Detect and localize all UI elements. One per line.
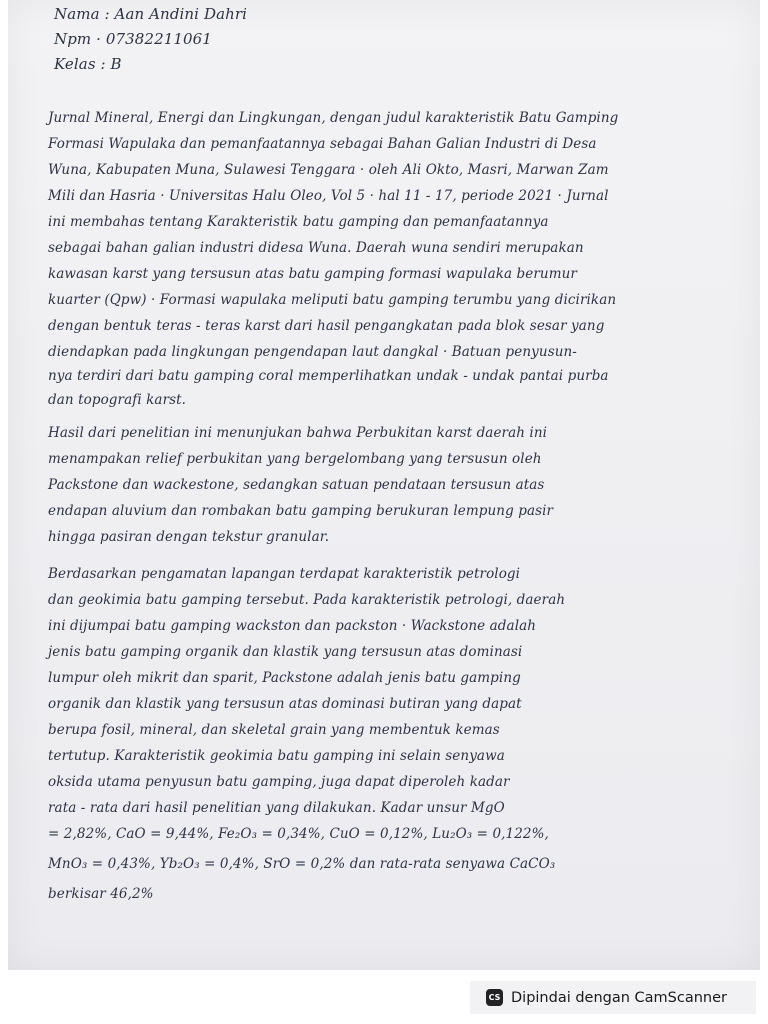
- paragraph-line: Hasil dari penelitian ini menunjukan bahwa Perbukitan karst daerah ini: [48, 425, 548, 441]
- paragraph-line: berupa fosil, mineral, dan skeletal grain yang membentuk kemas: [48, 722, 500, 738]
- paragraph-line: endapan aluvium dan rombakan batu gamping berukuran lempung pasir: [48, 503, 554, 519]
- paragraph-line: Packstone dan wackestone, sedangkan satuan pendataan tersusun atas: [48, 477, 545, 493]
- paragraph-line: Formasi Wapulaka dan pemanfaatannya sebagai Bahan Galian Industri di Desa: [48, 136, 597, 152]
- scanned-paper: [8, 0, 760, 970]
- paragraph-line: sebagai bahan galian industri didesa Wuna. Daerah wuna sendiri merupakan: [48, 240, 584, 256]
- paragraph-line: ini membahas tentang Karakteristik batu gamping dan pemanfaatannya: [48, 214, 549, 230]
- camscanner-watermark: [470, 981, 756, 1014]
- paragraph-line: diendapkan pada lingkungan pengendapan laut dangkal · Batuan penyusun-: [48, 344, 577, 360]
- paragraph-line: berkisar 46,2%: [48, 886, 154, 902]
- paragraph-line: Wuna, Kabupaten Muna, Sulawesi Tenggara · oleh Ali Okto, Masri, Marwan Zam: [48, 162, 609, 178]
- paragraph-line: menampakan relief perbukitan yang bergelombang yang tersusun oleh: [48, 451, 542, 467]
- camscanner-label: Dipindai dengan CamScanner: [511, 989, 728, 1006]
- paragraph-line: organik dan klastik yang tersusun atas dominasi butiran yang dapat: [48, 696, 522, 712]
- header-kelas: Kelas : B: [54, 55, 122, 73]
- paragraph-line: = 2,82%, CaO = 9,44%, Fe₂O₃ = 0,34%, CuO = 0,12%, Lu₂O₃ = 0,122%,: [48, 826, 549, 842]
- header-npm: Npm · 07382211061: [54, 30, 212, 48]
- paragraph-line: tertutup. Karakteristik geokimia batu gamping ini selain senyawa: [48, 748, 505, 764]
- paragraph-line: jenis batu gamping organik dan klastik yang tersusun atas dominasi: [48, 644, 523, 660]
- header-nama: Nama : Aan Andini Dahri: [54, 5, 248, 23]
- paragraph-line: hingga pasiran dengan tekstur granular.: [48, 529, 330, 545]
- paragraph-line: oksida utama penyusun batu gamping, juga dapat diperoleh kadar: [48, 774, 510, 790]
- camscanner-logo-icon: CS: [486, 989, 503, 1006]
- paragraph-line: dan topografi karst.: [48, 392, 187, 408]
- paragraph-line: dengan bentuk teras - teras karst dari hasil pengangkatan pada blok sesar yang: [48, 318, 605, 334]
- paragraph-line: nya terdiri dari batu gamping coral memperlihatkan undak - undak pantai purba: [48, 368, 609, 384]
- paragraph-line: lumpur oleh mikrit dan sparit, Packstone adalah jenis batu gamping: [48, 670, 521, 686]
- paragraph-line: Jurnal Mineral, Energi dan Lingkungan, dengan judul karakteristik Batu Gamping: [48, 110, 619, 126]
- paragraph-line: dan geokimia batu gamping tersebut. Pada karakteristik petrologi, daerah: [48, 592, 566, 608]
- paragraph-line: Berdasarkan pengamatan lapangan terdapat karakteristik petrologi: [48, 566, 521, 582]
- paragraph-line: kuarter (Qpw) · Formasi wapulaka meliputi batu gamping terumbu yang dicirikan: [48, 292, 617, 308]
- paragraph-line: Mili dan Hasria · Universitas Halu Oleo, Vol 5 · hal 11 - 17, periode 2021 · Jurnal: [48, 188, 609, 204]
- paragraph-line: rata - rata dari hasil penelitian yang dilakukan. Kadar unsur MgO: [48, 800, 505, 816]
- paragraph-line: MnO₃ = 0,43%, Yb₂O₃ = 0,4%, SrO = 0,2% dan rata-rata senyawa CaCO₃: [48, 856, 556, 872]
- paragraph-line: kawasan karst yang tersusun atas batu gamping formasi wapulaka berumur: [48, 266, 577, 282]
- paragraph-line: ini dijumpai batu gamping wackston dan packston · Wackstone adalah: [48, 618, 537, 634]
